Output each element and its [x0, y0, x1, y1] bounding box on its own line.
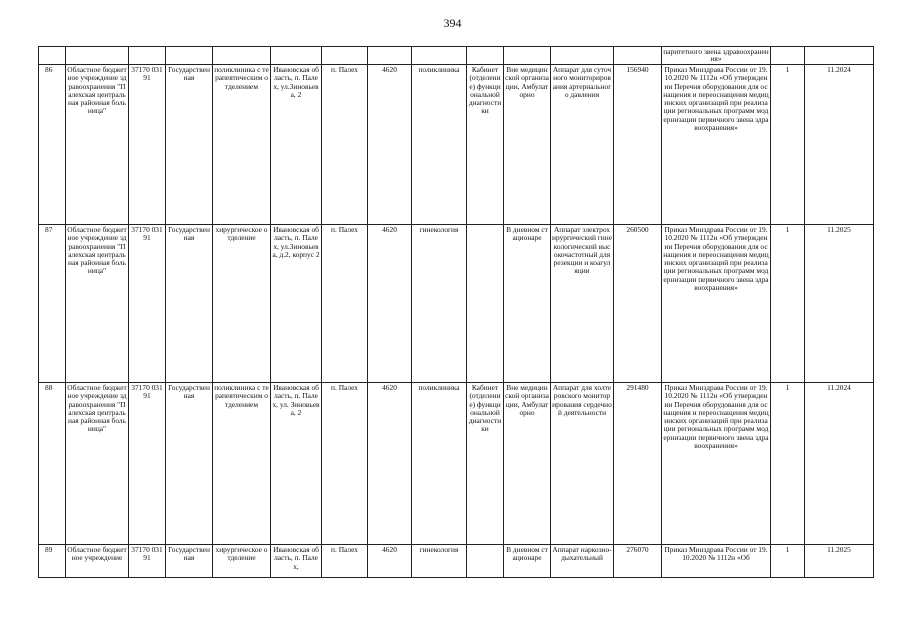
equipment-name: Аппарат для холтеровского мониторирования сердечной деятельности — [551, 383, 614, 545]
population: 4620 — [368, 65, 412, 225]
address: Ивановская область, п. Палех, — [271, 545, 322, 578]
row-number: 87 — [39, 225, 66, 383]
order-reference: Приказ Минздрава России от 19.10.2020 № 1112н «Об утверждении Перечня оборудования для оснащения и переоснащения медицинских организаций при реализации региональных программ модернизации первичного звена здравоохранения» — [662, 383, 771, 545]
room — [467, 225, 504, 383]
department: поликлиника с терапевтическим отделением — [213, 65, 271, 225]
population: 4620 — [368, 225, 412, 383]
room: Кабинет (отделение) функциональной диагностики — [467, 383, 504, 545]
table-row — [39, 65, 874, 225]
row-number: 88 — [39, 383, 66, 545]
profile: поликлиника — [412, 65, 467, 225]
equipment-name: Аппарат для суточного мониторирования артериального давления — [551, 65, 614, 225]
ownership-form: Государственная — [166, 65, 213, 225]
price: 156940 — [614, 65, 662, 225]
continuation-order-text: паритетного звена здравоохранения» — [663, 47, 769, 63]
target-date: 11.2025 — [805, 545, 874, 578]
ownership-form: Государственная — [166, 383, 213, 545]
locality: п. Палех — [322, 225, 368, 383]
room — [467, 545, 504, 578]
equipment-table — [38, 46, 874, 578]
ownership-form: Государственная — [166, 545, 213, 578]
equipment-name: Аппарат электрохирургический гинекологический высокочастотный для резекции и коагуляции — [551, 225, 614, 383]
table-row — [39, 545, 874, 578]
department: хирургическое отделение — [213, 545, 271, 578]
price: 276070 — [614, 545, 662, 578]
target-date: 11.2024 — [805, 65, 874, 225]
department: поликлиника с терапевтическим отделением — [213, 383, 271, 545]
quantity: 1 — [771, 225, 805, 383]
profile: поликлиника — [412, 383, 467, 545]
target-date: 11.2025 — [805, 225, 874, 383]
address: Ивановская область, п. Палех, ул. Зиновьева, 2 — [271, 383, 322, 545]
order-reference: Приказ Минздрава России от 19.10.2020 № 1112н «Об утверждении Перечня оборудования для оснащения и переоснащения медицинских организаций при реализации региональных программ модернизации первичного звена здравоохранения» — [662, 225, 771, 383]
table-row — [39, 383, 874, 545]
locality: п. Палех — [322, 65, 368, 225]
care-condition: В дневном стационаре — [504, 225, 551, 383]
order-reference: Приказ Минздрава России от 19.10.2020 № 1112н «Об утверждении Перечня оборудования для оснащения и переоснащения медицинских организаций при реализации региональных программ модернизации первичного звена здравоохранения» — [662, 65, 771, 225]
row-number: 89 — [39, 545, 66, 578]
locality: п. Палех — [322, 383, 368, 545]
target-date: 11.2024 — [805, 383, 874, 545]
org-code: 37170 03191 — [129, 65, 166, 225]
quantity: 1 — [771, 383, 805, 545]
organization-name: Областное бюджетное учреждение — [66, 545, 129, 578]
row-number: 86 — [39, 65, 66, 225]
price: 260500 — [614, 225, 662, 383]
continuation-row — [39, 47, 874, 65]
table-row — [39, 225, 874, 383]
organization-name: Областное бюджетное учреждение здравоохранения "Палехская центральная районная больница" — [66, 65, 129, 225]
ownership-form: Государственная — [166, 225, 213, 383]
quantity: 1 — [771, 545, 805, 578]
locality: п. Палех — [322, 545, 368, 578]
care-condition: В дневном стационаре — [504, 545, 551, 578]
org-code: 37170 03191 — [129, 545, 166, 578]
org-code: 37170 03191 — [129, 225, 166, 383]
equipment-name: Аппарат наркозно-дыхательный — [551, 545, 614, 578]
quantity: 1 — [771, 65, 805, 225]
org-code: 37170 03191 — [129, 383, 166, 545]
order-reference: Приказ Минздрава России от 19.10.2020 № 1112н «Об — [662, 545, 771, 578]
organization-name: Областное бюджетное учреждение здравоохранения "Палехская центральная районная больница" — [66, 225, 129, 383]
care-condition: Вне медицинской организации, Амбулаторно — [504, 383, 551, 545]
organization-name: Областное бюджетное учреждение здравоохранения "Палехская центральная районная больница" — [66, 383, 129, 545]
care-condition: Вне медицинской организации, Амбулаторно — [504, 65, 551, 225]
profile: гинекология — [412, 225, 467, 383]
population: 4620 — [368, 383, 412, 545]
page-number: 394 — [443, 16, 462, 30]
population: 4620 — [368, 545, 412, 578]
profile: гинекология — [412, 545, 467, 578]
price: 291480 — [614, 383, 662, 545]
department: хирургическое отделение — [213, 225, 271, 383]
address: Ивановская область, п. Палех, ул.Зиновьева, д.2, корпус 2 — [271, 225, 322, 383]
room: Кабинет (отделение) функциональной диагностики — [467, 65, 504, 225]
address: Ивановская область, п. Палех, ул.Зиновьева, 2 — [271, 65, 322, 225]
